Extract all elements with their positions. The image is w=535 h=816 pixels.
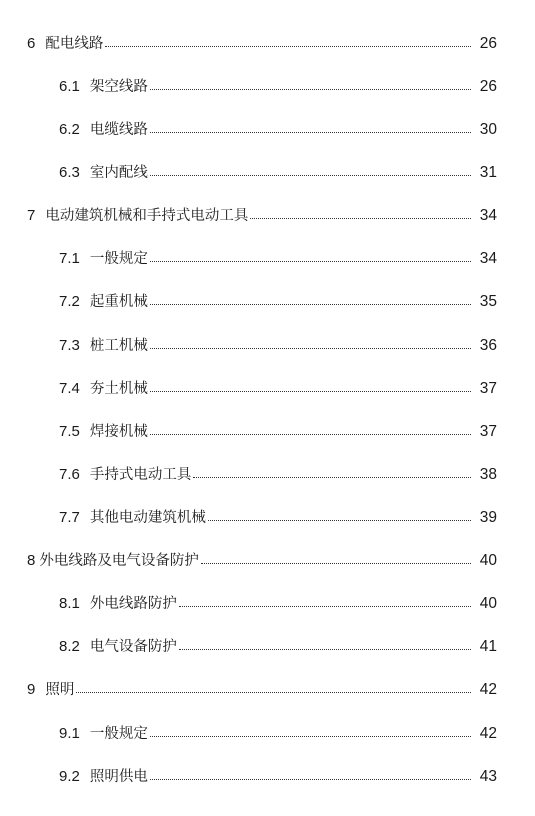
section-title: 其他电动建筑机械: [89, 510, 206, 526]
section-title: 外电线路及电气设备防护: [39, 553, 199, 569]
section-number: 6.3: [59, 164, 80, 181]
page-number: 41: [479, 638, 497, 655]
toc-entry-9-1[interactable]: [0, 721, 535, 747]
dot-leader: [150, 246, 471, 272]
page-number: 26: [479, 35, 497, 52]
section-number: 7.3: [59, 337, 80, 354]
section-number: 7.2: [59, 293, 80, 310]
page-number: 34: [479, 250, 497, 267]
dot-leader: [193, 462, 471, 488]
section-number: 6.2: [59, 121, 80, 138]
section-title: 手持式电动工具: [89, 467, 192, 483]
page-number: 30: [479, 121, 497, 138]
section-number: 7.5: [59, 423, 80, 440]
dot-leader: [179, 591, 471, 617]
section-number: 6.1: [59, 78, 80, 95]
toc-entry-6-2[interactable]: [0, 117, 535, 143]
page-number: 26: [479, 78, 497, 95]
dot-leader: [150, 333, 471, 359]
section-title: 照明: [45, 682, 75, 698]
toc-entry-7-5[interactable]: [0, 419, 535, 445]
toc-entry-7-7[interactable]: [0, 505, 535, 531]
dot-leader: [150, 289, 471, 315]
page-number: 35: [479, 293, 497, 310]
toc-entry-9-2[interactable]: [0, 764, 535, 790]
section-title: 电缆线路: [89, 122, 148, 138]
toc-entry-8[interactable]: [0, 548, 535, 574]
toc-entry-7-3[interactable]: [0, 333, 535, 359]
dot-leader: [179, 634, 471, 660]
section-title: 焊接机械: [89, 424, 148, 440]
page-number: 40: [479, 595, 497, 612]
page-number: 42: [479, 725, 497, 742]
section-number: 7.6: [59, 466, 80, 483]
section-number: 9.2: [59, 768, 80, 785]
page-number: 39: [479, 509, 497, 526]
toc-entry-6-1[interactable]: [0, 74, 535, 100]
page-number: 34: [479, 207, 497, 224]
toc-entry-7-1[interactable]: [0, 246, 535, 272]
dot-leader: [150, 117, 471, 143]
page-number: 40: [479, 552, 497, 569]
dot-leader: [150, 419, 471, 445]
page-number: 36: [479, 337, 497, 354]
dot-leader: [150, 74, 471, 100]
section-number: 7.7: [59, 509, 80, 526]
section-title: 起重机械: [89, 294, 148, 310]
toc-entry-7-2[interactable]: [0, 289, 535, 315]
section-title: 外电线路防护: [89, 596, 177, 612]
page-number: 31: [479, 164, 497, 181]
section-title: 室内配线: [89, 165, 148, 181]
section-number: 7.1: [59, 250, 80, 267]
section-number: 8.2: [59, 638, 80, 655]
toc-entry-7-6[interactable]: [0, 462, 535, 488]
page-number: 42: [479, 681, 497, 698]
section-number: 9.1: [59, 725, 80, 742]
page-number: 37: [479, 380, 497, 397]
section-number: 7.4: [59, 380, 80, 397]
dot-leader: [150, 160, 471, 186]
dot-leader: [150, 376, 471, 402]
page-number: 43: [479, 768, 497, 785]
page-number: 37: [479, 423, 497, 440]
toc-entry-8-2[interactable]: [0, 634, 535, 660]
section-title: 架空线路: [89, 79, 148, 95]
dot-leader: [150, 721, 471, 747]
section-title: 配电线路: [45, 36, 104, 52]
section-title: 夯土机械: [89, 381, 148, 397]
section-title: 一般规定: [89, 726, 148, 742]
section-number: 8.1: [59, 595, 80, 612]
page-number: 38: [479, 466, 497, 483]
toc-entry-6-3[interactable]: [0, 160, 535, 186]
dot-leader: [150, 764, 471, 790]
toc-entry-7[interactable]: [0, 203, 535, 229]
dot-leader: [208, 505, 471, 531]
section-number: 7: [27, 207, 36, 224]
section-title: 照明供电: [89, 769, 148, 785]
dot-leader: [250, 203, 471, 229]
section-title: 桩工机械: [89, 338, 148, 354]
toc-entry-9[interactable]: [0, 677, 535, 703]
section-number: 8: [27, 552, 36, 569]
section-number: 9: [27, 681, 36, 698]
dot-leader: [76, 677, 471, 703]
section-number: 6: [27, 35, 36, 52]
section-title: 一般规定: [89, 251, 148, 267]
toc-entry-7-4[interactable]: [0, 376, 535, 402]
dot-leader: [105, 31, 471, 57]
section-title: 电气设备防护: [89, 639, 177, 655]
toc-entry-8-1[interactable]: [0, 591, 535, 617]
dot-leader: [201, 548, 471, 574]
section-title: 电动建筑机械和手持式电动工具: [45, 208, 249, 224]
toc-entry-6[interactable]: [0, 31, 535, 57]
